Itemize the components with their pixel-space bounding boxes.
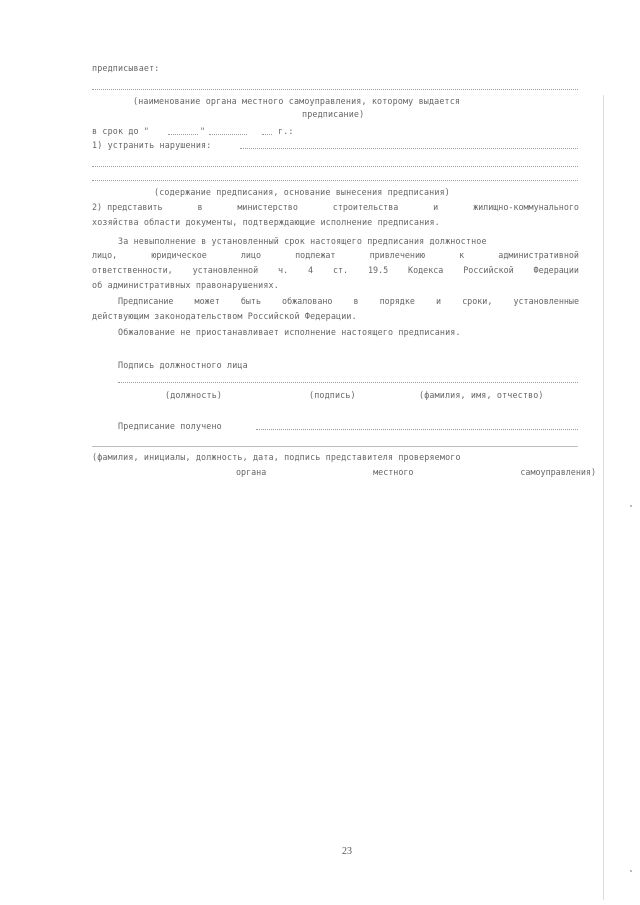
word: лицо, bbox=[92, 250, 118, 260]
deadline-prefix: в срок до " bbox=[92, 126, 150, 136]
page-edge-line bbox=[603, 95, 604, 900]
word: юридическое bbox=[151, 250, 207, 260]
word: в bbox=[197, 202, 203, 212]
deadline-quote: " bbox=[200, 126, 206, 136]
word: 4 bbox=[308, 265, 314, 275]
signature-caption-fullname: (фамилия, имя, отчество) bbox=[419, 390, 544, 400]
word: ч. bbox=[278, 265, 289, 275]
word: 2) представить bbox=[92, 202, 163, 212]
item-2-line bbox=[92, 202, 579, 212]
word: ответственности, bbox=[92, 265, 173, 275]
word: подлежат bbox=[295, 250, 336, 260]
item-1-blank bbox=[240, 148, 578, 149]
scan-mark bbox=[630, 505, 632, 507]
scan-mark bbox=[630, 870, 632, 872]
word: лицо bbox=[240, 250, 262, 260]
paragraph-penalty-line bbox=[92, 250, 579, 260]
signature-caption-position: (должность) bbox=[165, 390, 223, 400]
word: и bbox=[433, 202, 439, 212]
signature-label: Подпись должностного лица bbox=[118, 360, 248, 370]
violation-line bbox=[92, 180, 578, 181]
word: к bbox=[459, 250, 465, 260]
word: местного bbox=[373, 467, 414, 477]
word: установленные bbox=[513, 296, 579, 306]
word: привлечению bbox=[369, 250, 426, 260]
word: ст. bbox=[332, 265, 349, 275]
recipient-caption: (фамилия, инициалы, должность, дата, подпись представителя проверяемого bbox=[92, 452, 461, 462]
paragraph-penalty-line: За невыполнение в установленный срок настоящего предписания должностное bbox=[118, 236, 487, 246]
word: в bbox=[353, 296, 359, 306]
violation-line bbox=[92, 166, 578, 167]
word: жилищно-коммунального bbox=[473, 202, 579, 212]
body-name-caption: предписание) bbox=[302, 109, 365, 119]
paragraph-suspension: Обжалование не приостанавливает исполнение настоящего предписания. bbox=[118, 327, 461, 337]
word: быть bbox=[240, 296, 261, 306]
item-1: 1) устранить нарушения: bbox=[92, 140, 212, 150]
body-name-caption: (наименование органа местного самоуправления, которому выдается bbox=[133, 96, 461, 106]
word: строительства bbox=[332, 202, 399, 212]
word: сроки, bbox=[462, 296, 493, 306]
word: Российской bbox=[463, 265, 514, 275]
word: органа bbox=[236, 467, 267, 477]
word: Кодекса bbox=[408, 265, 444, 275]
word: административной bbox=[498, 250, 579, 260]
signature-caption-signature: (подпись) bbox=[309, 390, 356, 400]
word: может bbox=[194, 296, 220, 306]
recipient-caption bbox=[236, 467, 596, 477]
word: установленной bbox=[192, 265, 259, 275]
deadline-year-blank bbox=[262, 134, 272, 135]
word: самоуправления) bbox=[520, 467, 596, 477]
signature-line bbox=[118, 382, 578, 383]
word: 19.5 bbox=[367, 265, 389, 275]
page-number: 23 bbox=[342, 846, 352, 857]
received-label: Предписание получено bbox=[118, 421, 222, 431]
received-blank bbox=[256, 429, 578, 430]
word: Федерации bbox=[533, 265, 579, 275]
item-2-line: хозяйства области документы, подтверждающие исполнение предписания. bbox=[92, 217, 440, 227]
deadline-month-blank bbox=[209, 134, 247, 135]
word: Предписание bbox=[118, 296, 174, 306]
word: обжаловано bbox=[282, 296, 333, 306]
deadline-suffix: г.: bbox=[278, 126, 294, 136]
word: министерство bbox=[237, 202, 298, 212]
paragraph-appeal-line: действующим законодательством Российской Федерации. bbox=[92, 311, 357, 321]
paragraph-appeal-line bbox=[118, 296, 579, 306]
heading-fragment: предписывает: bbox=[92, 63, 160, 73]
word: и bbox=[436, 296, 442, 306]
paragraph-penalty-line: об административных правонарушениях. bbox=[92, 280, 279, 290]
deadline-day-blank bbox=[168, 134, 198, 135]
word: порядке bbox=[379, 296, 415, 306]
recipient-line bbox=[92, 446, 578, 447]
violation-caption: (содержание предписания, основание вынесения предписания) bbox=[154, 187, 450, 197]
paragraph-penalty-line bbox=[92, 265, 579, 275]
body-name-line bbox=[92, 89, 578, 90]
